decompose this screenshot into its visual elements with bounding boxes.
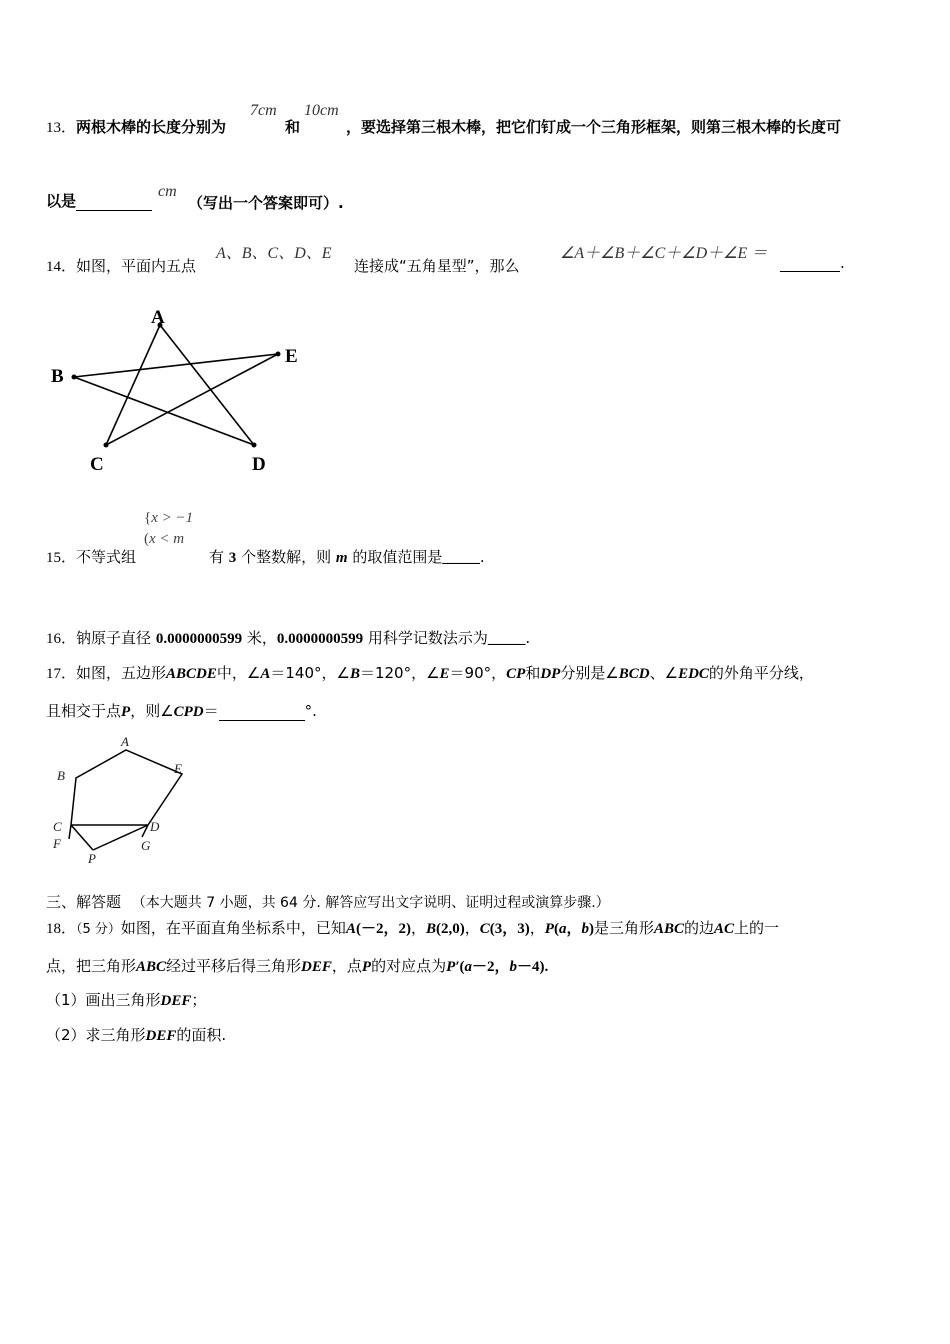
segment-dp xyxy=(93,825,148,850)
star-label-d: D xyxy=(252,454,266,475)
q16-value-1: 0.0000000599 xyxy=(155,631,243,647)
q13-unit: cm xyxy=(158,183,177,200)
q18-score: （5 分） xyxy=(76,922,121,937)
star-label-a: A xyxy=(151,307,165,328)
pentagon-label-p: P xyxy=(88,851,96,866)
star-vertex-e xyxy=(276,352,281,357)
q13-text-3: ，要选择第三根木棒，把它们钉成一个三角形框架，则第三根木棒的长度可 xyxy=(346,118,842,136)
q17-number: 17． xyxy=(46,666,77,682)
q16-blank: _____ xyxy=(487,631,526,647)
q15-number: 15． xyxy=(46,550,77,566)
q18-subquestion-1: （1）画出三角形DEF； xyxy=(46,991,207,1009)
section-3-title: 三、解答题 xyxy=(46,893,122,911)
star-edge-be xyxy=(74,354,278,377)
q14-text-2: 连接成“五角星型”，那么 xyxy=(354,257,520,275)
q13-text-2: 和 xyxy=(285,118,301,136)
inequality-1: x > −1 xyxy=(151,510,194,526)
q13-answer-blank xyxy=(76,192,152,211)
q15-count: 3 xyxy=(228,550,237,566)
brace-top: { xyxy=(144,510,152,526)
q15-line xyxy=(46,546,136,567)
q13-text-4: 以是 xyxy=(46,192,77,210)
star-vertex-c xyxy=(104,443,109,448)
q13-length-1: 7cm xyxy=(250,102,277,119)
star-figure xyxy=(40,300,320,480)
q16-value-2: 0.0000000599 xyxy=(276,631,364,647)
q13-text-1: 两根木棒的长度分别为 xyxy=(76,118,227,136)
q13-line2 xyxy=(46,190,152,211)
q14-number: 14． xyxy=(46,259,77,275)
inequality-system xyxy=(144,508,193,550)
q14-points: A、B、C、D、E xyxy=(216,245,332,262)
segment-cp xyxy=(71,825,93,850)
q17-line1: 17．如图，五边形ABCDE中，∠A＝140°，∠B＝120°，∠E＝90°，CP和DP分别是∠BCD、∠EDC的外角平分线， xyxy=(46,664,814,682)
q18-number: 18． xyxy=(46,921,77,937)
segment-cf xyxy=(69,825,71,839)
star-label-b: B xyxy=(51,366,64,387)
pentagon-label-b: B xyxy=(57,768,65,783)
brace-bottom: ( xyxy=(144,531,149,547)
star-label-c: C xyxy=(90,454,104,475)
inequality-row-1 xyxy=(144,508,193,529)
q13-text-5: （写出一个答案即可）. xyxy=(188,194,344,212)
q17-answer-blank xyxy=(219,702,305,721)
section-3-header xyxy=(46,891,610,912)
q13-length-2: 10cm xyxy=(304,102,339,119)
q14-answer-blank xyxy=(780,253,840,272)
pentagon-label-e: E xyxy=(174,761,182,776)
q15-line-tail: 有 3 个整数解，则 m 的取值范围是_____. xyxy=(209,548,485,566)
pentagon-label-f: F xyxy=(53,836,61,851)
q13-number: 13． xyxy=(46,120,77,136)
star-label-e: E xyxy=(285,346,298,367)
q18-subquestion-2: （2）求三角形DEF的面积. xyxy=(46,1026,227,1044)
q15-var: m xyxy=(335,550,348,566)
pentagon-outline xyxy=(71,750,182,825)
section-3-note: （本大题共 7 小题，共 64 分. 解答应写出文字说明、证明过程或演算步骤.） xyxy=(131,895,610,911)
q18-line1: 18．（5 分）如图，在平面直角坐标系中，已知A(－2，2)，B(2,0)，C(3，3)，P(a，b)是三角形ABC的边AC上的一 xyxy=(46,919,780,937)
q14-text-1: 如图，平面内五点 xyxy=(76,257,197,275)
inequality-2: x < m xyxy=(149,531,185,547)
pentagon-label-d: D xyxy=(150,819,160,834)
star-vertex-d xyxy=(252,443,257,448)
q14-line1 xyxy=(46,255,196,276)
q18-line2: 点，把三角形ABC经过平移后得三角形DEF，点P的对应点为P′(a－2，b－4). xyxy=(46,957,549,975)
star-edge-ac xyxy=(106,325,160,445)
q14-expression: ∠A＋∠B＋∠C＋∠D＋∠E ＝ xyxy=(560,245,768,262)
q15-blank: _____ xyxy=(442,550,480,566)
q15-text-1: 不等式组 xyxy=(76,548,137,566)
pentagon-label-c: C xyxy=(53,819,62,834)
q16-number: 16． xyxy=(46,631,77,647)
q17-line2: 且相交于点P，则∠CPD＝ °. xyxy=(46,702,317,720)
inequality-row-2 xyxy=(144,529,193,550)
pentagon-label-a: A xyxy=(121,734,129,749)
star-vertex-b xyxy=(72,375,77,380)
q13-line1 xyxy=(46,116,226,137)
pentagon-figure xyxy=(44,730,204,870)
q16-line: 16．钠原子直径 0.0000000599 米，0.0000000599 用科学记数法示为_____. xyxy=(46,629,531,647)
pentagon-label-g: G xyxy=(141,838,151,853)
q14-answer: . xyxy=(780,253,845,272)
